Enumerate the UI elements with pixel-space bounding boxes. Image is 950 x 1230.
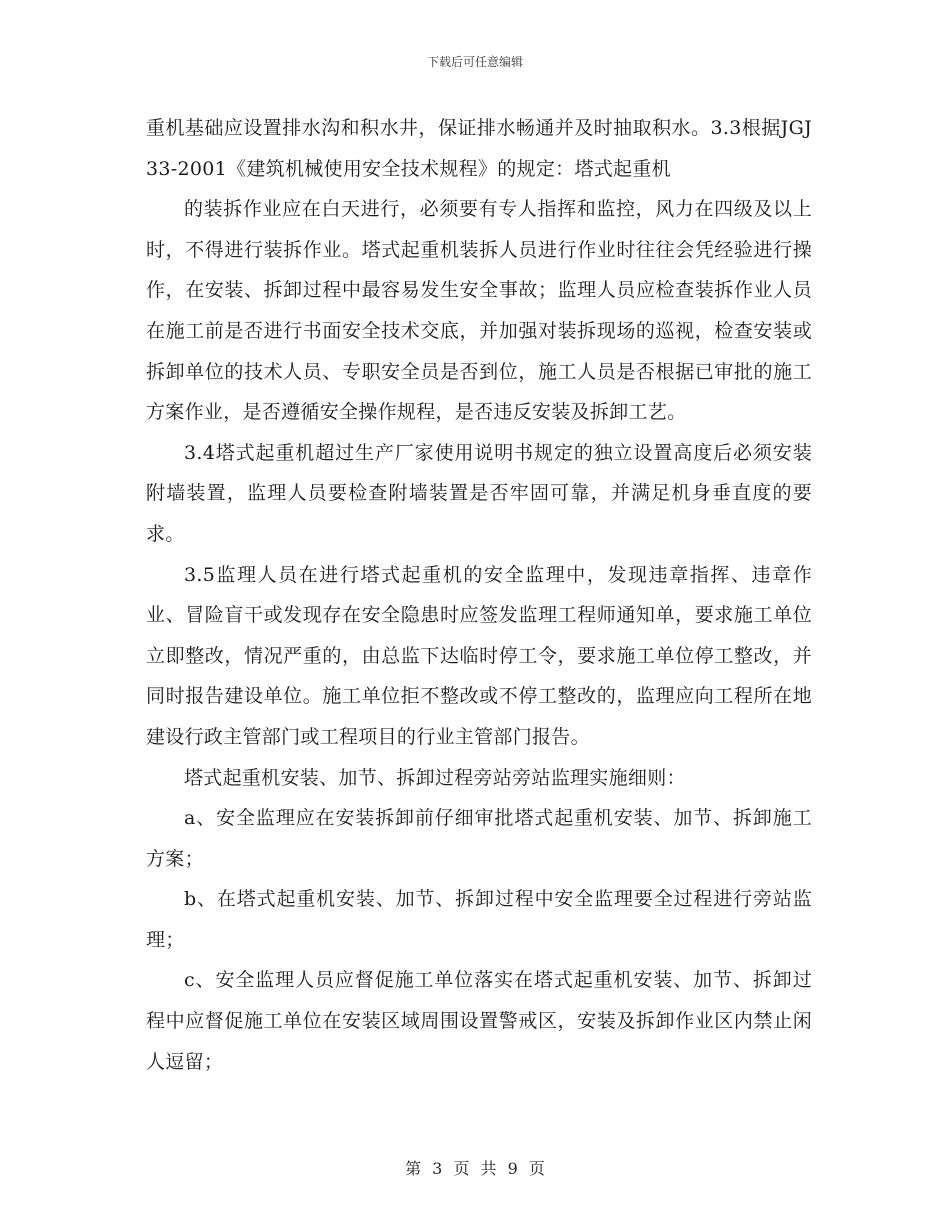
page-header: 下载后可任意编辑 — [426, 55, 523, 69]
document-body — [146, 108, 812, 1082]
paragraph-3: 3.4塔式起重机超过生产厂家使用说明书规定的独立设置高度后必须安装附墙装置，监理人员要检查附墙装置是否牢固可靠，并满足机身垂直度的要求。 — [146, 441, 812, 545]
paragraph-1: 重机基础应设置排水沟和积水井，保证排水畅通并及时抽取积水。3.3根据JGJ33-2001《建筑机械使用安全技术规程》的规定：塔式起重机 — [146, 117, 812, 180]
paragraph-6: a、安全监理应在安装拆卸前仔细审批塔式起重机安装、加节、拆卸施工方案； — [146, 807, 812, 870]
paragraph-2: 的装拆作业应在白天进行，必须要有专人指挥和监控，风力在四级及以上时，不得进行装拆作业。塔式起重机装拆人员进行作业时往往会凭经验进行操作，在安装、拆卸过程中最容易发生安全事故；监理人员应检查装拆作业人员在施工前是否进行书面安全技术交底，并加强对装拆现场的巡视，检查安装或拆卸单位的技术人员、专职安全员是否到位，施工人员是否根据已审批的施工方案作业，是否遵循安全操作规程，是否违反安装及拆卸工艺。 — [146, 198, 812, 424]
paragraph-5: 塔式起重机安装、加节、拆卸过程旁站旁站监理实施细则： — [184, 766, 686, 789]
paragraph-4: 3.5监理人员在进行塔式起重机的安全监理中，发现违章指挥、违章作业、冒险盲干或发现存在安全隐患时应签发监理工程师通知单，要求施工单位立即整改，情况严重的，由总监下达临时停工令，要求施工单位停工整改，并同时报告建设单位。施工单位拒不整改或不停工整改的，监理应向工程所在地建设行政主管部门或工程项目的行业主管部门报告。 — [146, 563, 812, 748]
page-footer: 第 3 页 共 9 页 — [405, 1159, 545, 1178]
paragraph-7: b、在塔式起重机安装、加节、拆卸过程中安全监理要全过程进行旁站监理； — [146, 888, 812, 951]
paragraph-8: c、安全监理人员应督促施工单位落实在塔式起重机安装、加节、拆卸过程中应督促施工单位在安装区域周围设置警戒区，安装及拆卸作业区内禁止闲人逗留； — [146, 969, 812, 1073]
